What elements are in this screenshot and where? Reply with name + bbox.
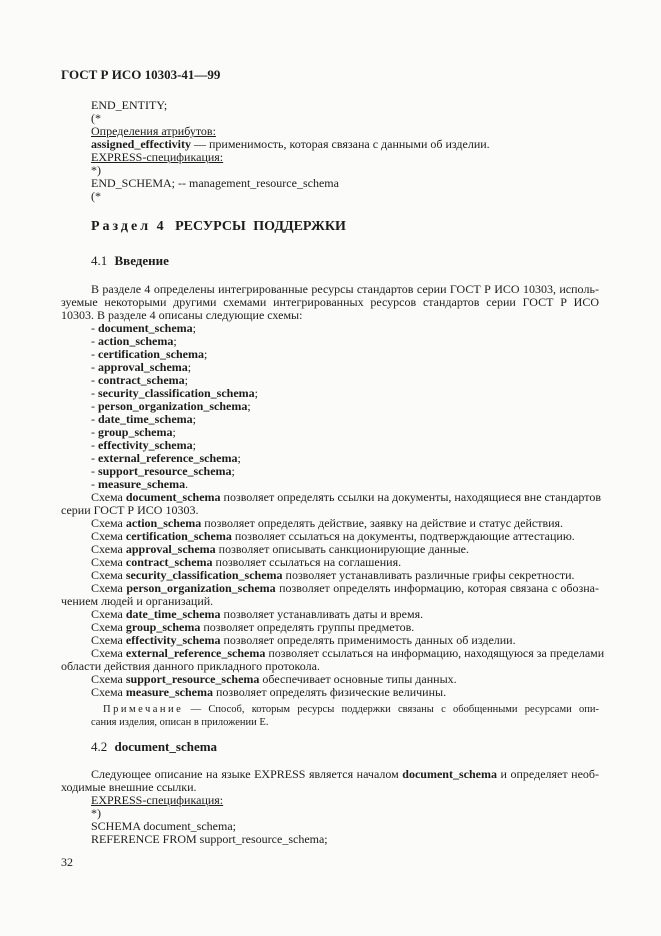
list-item: - measure_schema. [91, 477, 189, 491]
schema-description-cont: области действия данного прикладного протокола. [61, 659, 320, 673]
subsection-title: document_schema [114, 739, 218, 754]
express-spec-heading-2: EXPRESS-спецификация: [91, 793, 224, 807]
schema-description-cont: серии ГОСТ Р ИСО 10303. [61, 503, 199, 517]
code-reference-line: REFERENCE FROM support_resource_schema; [91, 832, 328, 846]
intro-line-1: В разделе 4 определены интегрированные ресурсы стандартов серии ГОСТ Р ИСО 10303, испoль- [91, 282, 599, 296]
section-4-heading [91, 219, 346, 235]
intro-line-2: зуемые некоторыми другими схемами интегрированных ресурсов стандартов серии ГОСТ Р ИСО [61, 295, 599, 309]
schema-description: Схема external_reference_schema позволяет ссылаться на информацию, находящуюся за пределами [91, 646, 605, 660]
code-end-entity: END_ENTITY; [91, 98, 168, 112]
subsection-4-2-heading [91, 739, 217, 755]
list-item: - security_classification_schema; [91, 386, 258, 400]
schema-description: Схема support_resource_schema обеспечивает основные типы данных. [91, 672, 457, 686]
schema-description: Схема effectivity_schema позволяет определять применимость данных об изделии. [91, 633, 516, 647]
subsection-title: Введение [114, 253, 169, 268]
list-item: - approval_schema; [91, 360, 192, 374]
code-open-comment-2: (* [91, 189, 101, 203]
p42-line-2: ходимые внешние ссылки. [61, 780, 197, 794]
attr-desc: — применимость, которая связана с данными об изделии. [190, 137, 490, 151]
page-header: ГОСТ Р ИСО 10303-41—99 [61, 67, 221, 82]
page-number: 32 [61, 855, 73, 869]
section-title: РЕСУРСЫ ПОДДЕРЖКИ [175, 219, 346, 234]
list-item: - certification_schema; [91, 347, 208, 361]
list-item: - contract_schema; [91, 373, 188, 387]
code-close-comment: *) [91, 163, 101, 177]
attr-defs-heading: Определения атрибутов: [91, 124, 216, 138]
note-label: Примечание [103, 704, 184, 715]
note-line-1: Примечание — Способ, которым ресурсы поддержки связаны с обобщенными ресурсами опи- [103, 704, 599, 715]
schema-description: Схема document_schema позволяет определять ссылки на документы, находящиеся вне стандартов [91, 490, 602, 504]
schema-description-cont: чением людей и организаций. [61, 594, 214, 608]
list-item: - date_time_schema; [91, 412, 196, 426]
schema-description: Схема action_schema позволяет определять действие, заявку на действие и статус действия. [91, 516, 564, 530]
schema-description: Схема measure_schema позволяет определять физические величины. [91, 685, 447, 699]
p42-line-1: Следующее описание на языке EXPRESS является началом document_schema и определяет необ- [91, 767, 600, 781]
subsection-number: 4.2 [91, 739, 108, 754]
schema-description: Схема person_organization_schema позволяет определять информацию, которая связана с обозна- [91, 581, 599, 595]
list-item: - document_schema; [91, 321, 197, 335]
list-item: - group_schema; [91, 425, 176, 439]
code-close-comment-2: *) [91, 806, 101, 820]
section-number: 4 [156, 219, 164, 234]
section-label: Раздел [91, 219, 152, 234]
list-item: - external_reference_schema; [91, 451, 241, 465]
list-item: - person_organization_schema; [91, 399, 251, 413]
note-line-2: сания изделия, описан в приложении Е. [91, 717, 269, 728]
subsection-number: 4.1 [91, 253, 108, 268]
list-item: - support_resource_schema; [91, 464, 235, 478]
intro-line-3: 10303. В разделе 4 описаны следующие схемы: [61, 308, 303, 322]
code-end-schema: END_SCHEMA; -- management_resource_schema [91, 176, 339, 190]
schema-description: Схема security_classification_schema позволяет устанавливать различные грифы секретности. [91, 568, 575, 582]
list-item: - effectivity_schema; [91, 438, 196, 452]
code-schema-line: SCHEMA document_schema; [91, 819, 236, 833]
schema-description: Схема group_schema позволяет определять группы предметов. [91, 620, 415, 634]
express-spec-heading: EXPRESS-спецификация: [91, 150, 224, 164]
attr-name: assigned_effectivity [91, 137, 191, 151]
list-item: - action_schema; [91, 334, 177, 348]
subsection-4-1-heading [91, 253, 169, 269]
schema-description: Схема date_time_schema позволяет устанавливать даты и время. [91, 607, 424, 621]
schema-description: Схема certification_schema позволяет ссылаться на документы, подтверждающие аттестацию. [91, 529, 575, 543]
schema-description: Схема contract_schema позволяет ссылаться на соглашения. [91, 555, 402, 569]
schema-description: Схема approval_schema позволяет описывать санкционирующие данные. [91, 542, 470, 556]
code-open-comment: (* [91, 111, 101, 125]
